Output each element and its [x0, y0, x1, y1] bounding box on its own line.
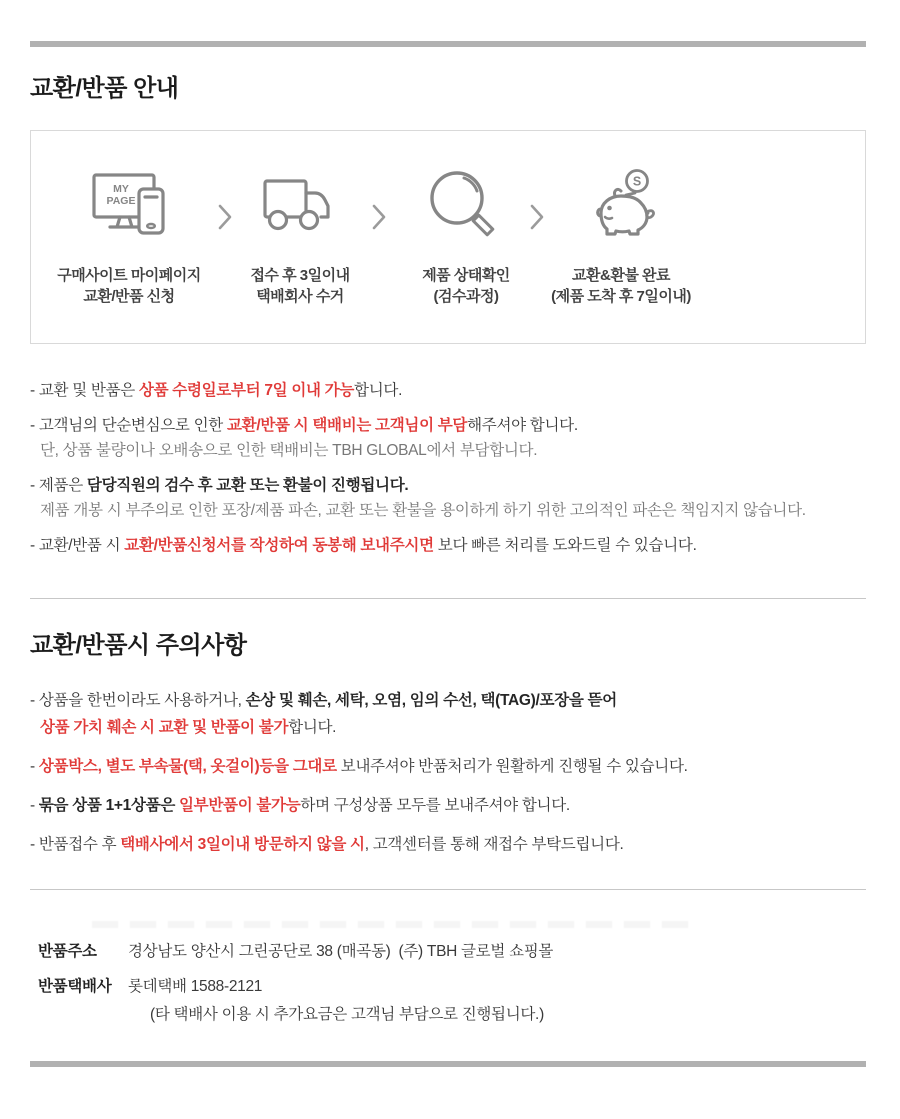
- text-line: [30, 687, 866, 714]
- step-courier-pickup: [235, 167, 365, 307]
- return-courier-row: [38, 976, 866, 1026]
- text-segment: - 제품은: [30, 477, 87, 494]
- step-caption-line: (검수과정): [433, 288, 499, 305]
- text-line: [30, 413, 866, 438]
- chevron-right-icon: [215, 203, 235, 231]
- text-segment: - 상품을 한번이라도 사용하거나,: [30, 692, 246, 709]
- section-divider: [30, 598, 866, 599]
- text-segment: 상품 가치 훼손 시 교환 및 반품이 불가: [40, 719, 289, 736]
- text-line: [30, 533, 866, 558]
- courier-note: (타 택배사 이용 시 추가요금은 고객님 부담으로 진행됩니다.): [150, 1006, 544, 1023]
- step-caption-line: 교환&환불 완료: [572, 267, 670, 284]
- text-line: [30, 438, 866, 463]
- guide-bullet-list: [30, 378, 866, 558]
- text-segment: - 고객님의 단순변심으로 인한: [30, 417, 227, 434]
- step-caption: [516, 265, 726, 307]
- text-segment: 상품박스, 별도 부속물(택, 옷걸이)등을 그대로: [38, 758, 337, 775]
- courier-name-phone: 롯데택배 1588-2121: [128, 978, 263, 995]
- caution-bullet-list: [30, 687, 866, 858]
- text-line: [30, 753, 866, 780]
- text-segment: - 교환/반품 시: [30, 537, 125, 554]
- return-courier-label: 반품택배사: [38, 978, 112, 995]
- step-mypage-request: [31, 167, 227, 307]
- text-segment: 하며 구성상품 모두를 보내주셔야 합니다.: [300, 797, 570, 814]
- text-segment: 교환/반품 시 택배비는 고객님이 부담: [226, 417, 468, 434]
- caution-title: 교환/반품시 주의사항: [30, 632, 247, 659]
- step-caption: [31, 265, 227, 307]
- text-line: [30, 831, 866, 858]
- text-line: [30, 498, 866, 523]
- return-courier-value: [128, 976, 544, 1026]
- text-segment: 묶음 상품 1+1상품은: [38, 797, 179, 814]
- text-segment: 단, 상품 불량이나 오배송으로 인한 택배비는 TBH GLOBAL에서 부담합니다.: [40, 442, 538, 459]
- return-process-box: [30, 130, 866, 344]
- bottom-divider-bar: [30, 1061, 866, 1067]
- text-segment: 해주셔야 합니다.: [467, 417, 578, 434]
- text-segment: 손상 및 훼손, 세탁, 오염, 임의 수선, 택(TAG)/포장을 뜯어: [245, 692, 617, 709]
- text-segment: - 반품접수 후: [30, 836, 121, 853]
- text-segment: 합니다.: [354, 382, 403, 399]
- step-caption: [235, 265, 365, 307]
- text-line: [30, 792, 866, 819]
- text-segment: -: [30, 797, 39, 814]
- step-refund-complete: [516, 167, 726, 307]
- exchange-return-guide-title: 교환/반품 안내: [30, 75, 179, 102]
- text-segment: - 교환 및 반품은: [30, 382, 139, 399]
- return-address-label: 반품주소: [38, 943, 97, 960]
- text-segment: 제품 개봉 시 부주의로 인한 포장/제품 파손, 교환 또는 환불을 용이하게 하기 위한 고의적인 파손은 책임지지 않습니다.: [40, 502, 806, 519]
- step-caption-line: 교환/반품 신청: [83, 288, 175, 305]
- monitor-text-my: MY: [113, 183, 129, 195]
- text-segment: -: [30, 758, 39, 775]
- coin-letter: S: [632, 174, 642, 189]
- text-segment: 상품 수령일로부터 7일 이내 가능: [138, 382, 355, 399]
- return-address-value: 경상남도 양산시 그린공단로 38 (매곡동) (주) TBH 글로벌 쇼핑몰: [128, 943, 554, 960]
- erased-text-artifact: [92, 921, 690, 928]
- text-segment: 담당직원의 검수 후 교환 또는 환불이 진행됩니다.: [86, 477, 409, 494]
- text-line: [30, 378, 866, 403]
- text-segment: 보다 빠른 처리를 도와드릴 수 있습니다.: [433, 537, 697, 554]
- piggy-bank-icon: [576, 167, 666, 255]
- mypage-monitor-phone-icon: [80, 167, 178, 255]
- text-segment: 교환/반품신청서를 작성하여 동봉해 보내주시면: [124, 537, 434, 554]
- magnifier-icon: [421, 167, 511, 255]
- step-caption-line: 택배회사 수거: [256, 288, 344, 305]
- text-segment: 택배사에서 3일이내 방문하지 않을 시: [120, 836, 365, 853]
- step-caption-line: 제품 상태확인: [422, 267, 510, 284]
- text-segment: , 고객센터를 통해 재접수 부탁드립니다.: [364, 836, 624, 853]
- delivery-truck-icon: [255, 167, 345, 255]
- monitor-text-page: PAGE: [106, 195, 136, 207]
- return-info-footer: [38, 941, 866, 1026]
- text-segment: 합니다.: [288, 719, 337, 736]
- top-divider-bar: [30, 41, 866, 47]
- step-caption-line: 접수 후 3일이내: [250, 267, 350, 284]
- text-line: [30, 714, 866, 741]
- text-segment: 보내주셔야 반품처리가 원활하게 진행될 수 있습니다.: [336, 758, 688, 775]
- text-line: [30, 473, 866, 498]
- step-caption-line: 구매사이트 마이페이지: [57, 267, 201, 284]
- return-address-row: [38, 941, 866, 963]
- step-caption-line: (제품 도착 후 7일이내): [551, 288, 691, 305]
- text-segment: 일부반품이 불가능: [179, 797, 301, 814]
- section-divider: [30, 889, 866, 890]
